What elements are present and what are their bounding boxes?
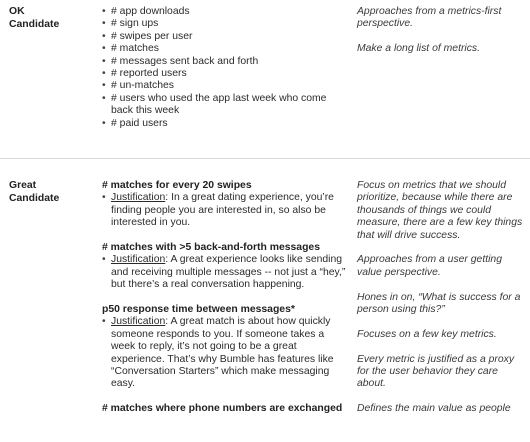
justification-text: : In a great dating experience, you’re finding people you are interested in, so also be interested in you. [111,192,334,229]
ok-metrics-list [102,6,347,130]
great-label-line1: Great [9,180,37,191]
list-item: • # reported users [102,68,347,80]
ok-label-line1: OK [9,6,25,17]
justification-item [102,192,347,229]
metric-title: # matches with >5 back-and-forth messages [102,242,320,254]
ok-note: Approaches from a metrics-first perspective. [357,6,502,30]
metric-block [102,403,347,415]
metric-block [102,242,347,292]
list-item: • # users who used the app last week who come back this week [102,93,351,118]
great-note: Focus on metrics that we should prioritize, because while there are thousands of things we could measure, there are a few key things that will drive success. [357,180,523,241]
great-metrics-column [102,180,347,428]
list-item: • # un-matches [102,80,347,92]
metric-justification-list [102,192,347,229]
list-item: • # matches [102,43,347,55]
row-divider [0,158,530,159]
metric-title: # matches for every 20 swipes [102,180,252,191]
great-note: Approaches from a user getting value perspective. [357,254,502,278]
justification-item [102,254,347,291]
metric-block [102,180,347,230]
great-label-line2: Candidate [9,192,60,204]
justification-label: Justification [111,192,166,204]
ok-notes-column [357,6,527,68]
justification-item [102,316,347,390]
metric-title: p50 response time between messages* [102,304,295,316]
metric-justification-list [102,316,347,390]
great-notes-column [357,180,527,428]
metric-justification-list [102,254,347,291]
justification-text: : A great match is about how quickly someone responds to you. If someone takes a week to reply, it’s not going to be a great experience. That’s why Bumble has features like “Conversation Starters” which make messaging easy. [111,316,334,390]
list-item: • # paid users [102,118,347,130]
great-candidate-label [9,180,89,205]
ok-note: Make a long list of metrics. [357,43,480,55]
great-note: Hones in on, “What is success for a person using this?” [357,291,521,316]
justification-label: Justification [111,254,166,266]
great-note: Defines the main value as people [357,403,511,415]
metric-title: # matches where phone numbers are exchanged [102,403,343,415]
great-note: Every metric is justified as a proxy for the user behavior they care about. [357,353,515,390]
justification-label: Justification [111,316,166,328]
list-item: • # app downloads [102,6,347,18]
list-item: • # swipes per user [102,31,347,43]
ok-candidate-label [9,6,89,31]
list-item: • # messages sent back and forth [102,56,347,68]
list-item: • # sign ups [102,18,347,30]
metric-block [102,304,347,391]
great-note: Focuses on a few key metrics. [357,328,497,340]
justification-text: : A great experience looks like sending and receiving multiple messages -- not just a “hey,” but there’s a real conversation happening. [111,254,346,291]
ok-label-line2: Candidate [9,18,60,30]
ok-metrics-list-column [102,6,347,130]
